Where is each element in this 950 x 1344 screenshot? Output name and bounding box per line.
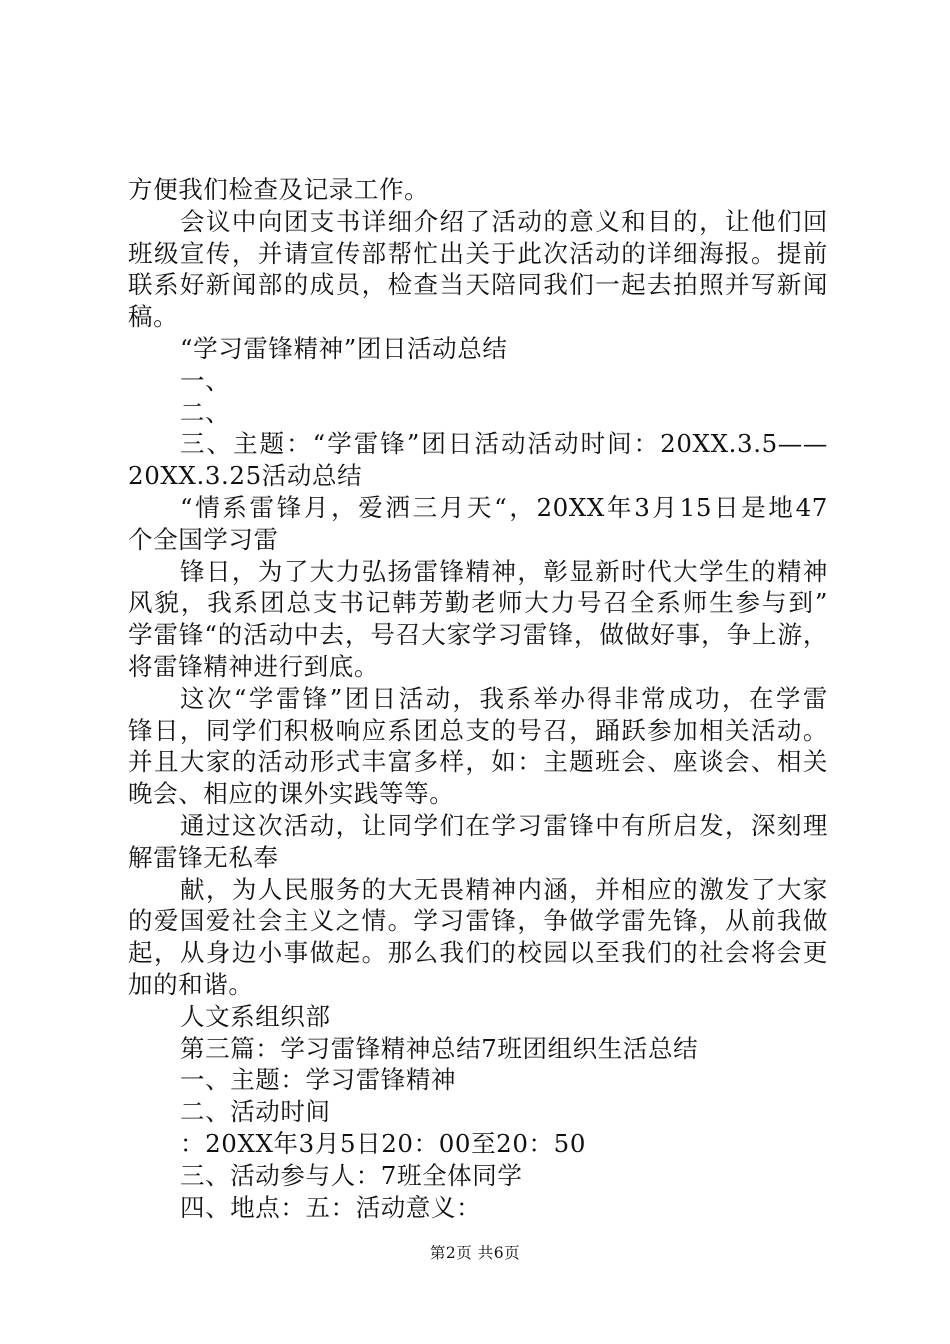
text-line: 献，为人民服务的大无畏精神内涵，并相应的激发了大家 <box>180 874 828 904</box>
text-line: 会议中向团支书详细介绍了活动的意义和目的，让他们回 <box>180 206 828 236</box>
text-line: 人文系组织部 <box>180 1001 331 1031</box>
text-line: 稿。 <box>128 302 179 332</box>
text-line: 二、 <box>180 397 231 427</box>
text-line: 学雷锋“的活动中去，号召大家学习雷锋，做做好事，争上游， <box>128 620 828 650</box>
text-line: 三、活动参与人：7班全体同学 <box>180 1160 523 1190</box>
text-line: 一、 <box>180 365 231 395</box>
text-line: 20XX.3.25活动总结 <box>128 461 363 491</box>
text-line: 并且大家的活动形式丰富多样，如：主题班会、座谈会、相关 <box>128 747 828 777</box>
text-line: ：20XX年3月5日20：00至20：50 <box>180 1128 587 1158</box>
text-line: 晚会、相应的课外实践等等。 <box>128 779 455 809</box>
text-line: 班级宣传，并请宣传部帮忙出关于此次活动的详细海报。提前 <box>128 238 828 268</box>
text-line: 二、活动时间 <box>180 1097 331 1127</box>
text-line: “情系雷锋月，爱洒三月天“，20XX年3月15日是地47 <box>180 492 828 522</box>
text-line: 个全国学习雷 <box>128 524 279 554</box>
page-footer: 第2页 共6页 <box>429 1244 521 1262</box>
text-line: 通过这次活动，让同学们在学习雷锋中有所启发，深刻理 <box>180 810 828 840</box>
text-line: 锋日，同学们积极响应系团总支的号召，踊跃参加相关活动。 <box>128 715 828 745</box>
text-line: 解雷锋无私奉 <box>128 842 279 872</box>
text-line: 起，从身边小事做起。那么我们的校园以至我们的社会将会更 <box>128 938 828 968</box>
text-line: 第三篇：学习雷锋精神总结7班团组织生活总结 <box>180 1033 699 1063</box>
text-line: 锋日，为了大力弘扬雷锋精神，彰显新时代大学生的精神 <box>180 556 828 586</box>
text-line: “学习雷锋精神”团日活动总结 <box>180 333 508 363</box>
text-line: 的爱国爱社会主义之情。学习雷锋，争做学雷先锋，从前我做 <box>128 906 828 936</box>
text-line: 加的和谐。 <box>128 969 254 999</box>
text-line: 这次“学雷锋”团日活动，我系举办得非常成功，在学雷 <box>180 683 828 713</box>
text-line: 方便我们检查及记录工作。 <box>128 175 430 204</box>
text-line: 四、地点：五：活动意义： <box>180 1192 482 1222</box>
text-line: 一、主题：学习雷锋精神 <box>180 1065 457 1095</box>
text-line: 三、主题：“学雷锋”团日活动活动时间：20XX.3.5—— <box>180 429 828 459</box>
document-body <box>128 174 828 1223</box>
text-line: 将雷锋精神进行到底。 <box>128 651 379 681</box>
text-line: 联系好新闻部的成员，检查当天陪同我们一起去拍照并写新闻 <box>128 270 828 300</box>
text-line: 风貌，我系团总支书记韩芳勤老师大力号召全系师生参与到” <box>128 588 828 618</box>
